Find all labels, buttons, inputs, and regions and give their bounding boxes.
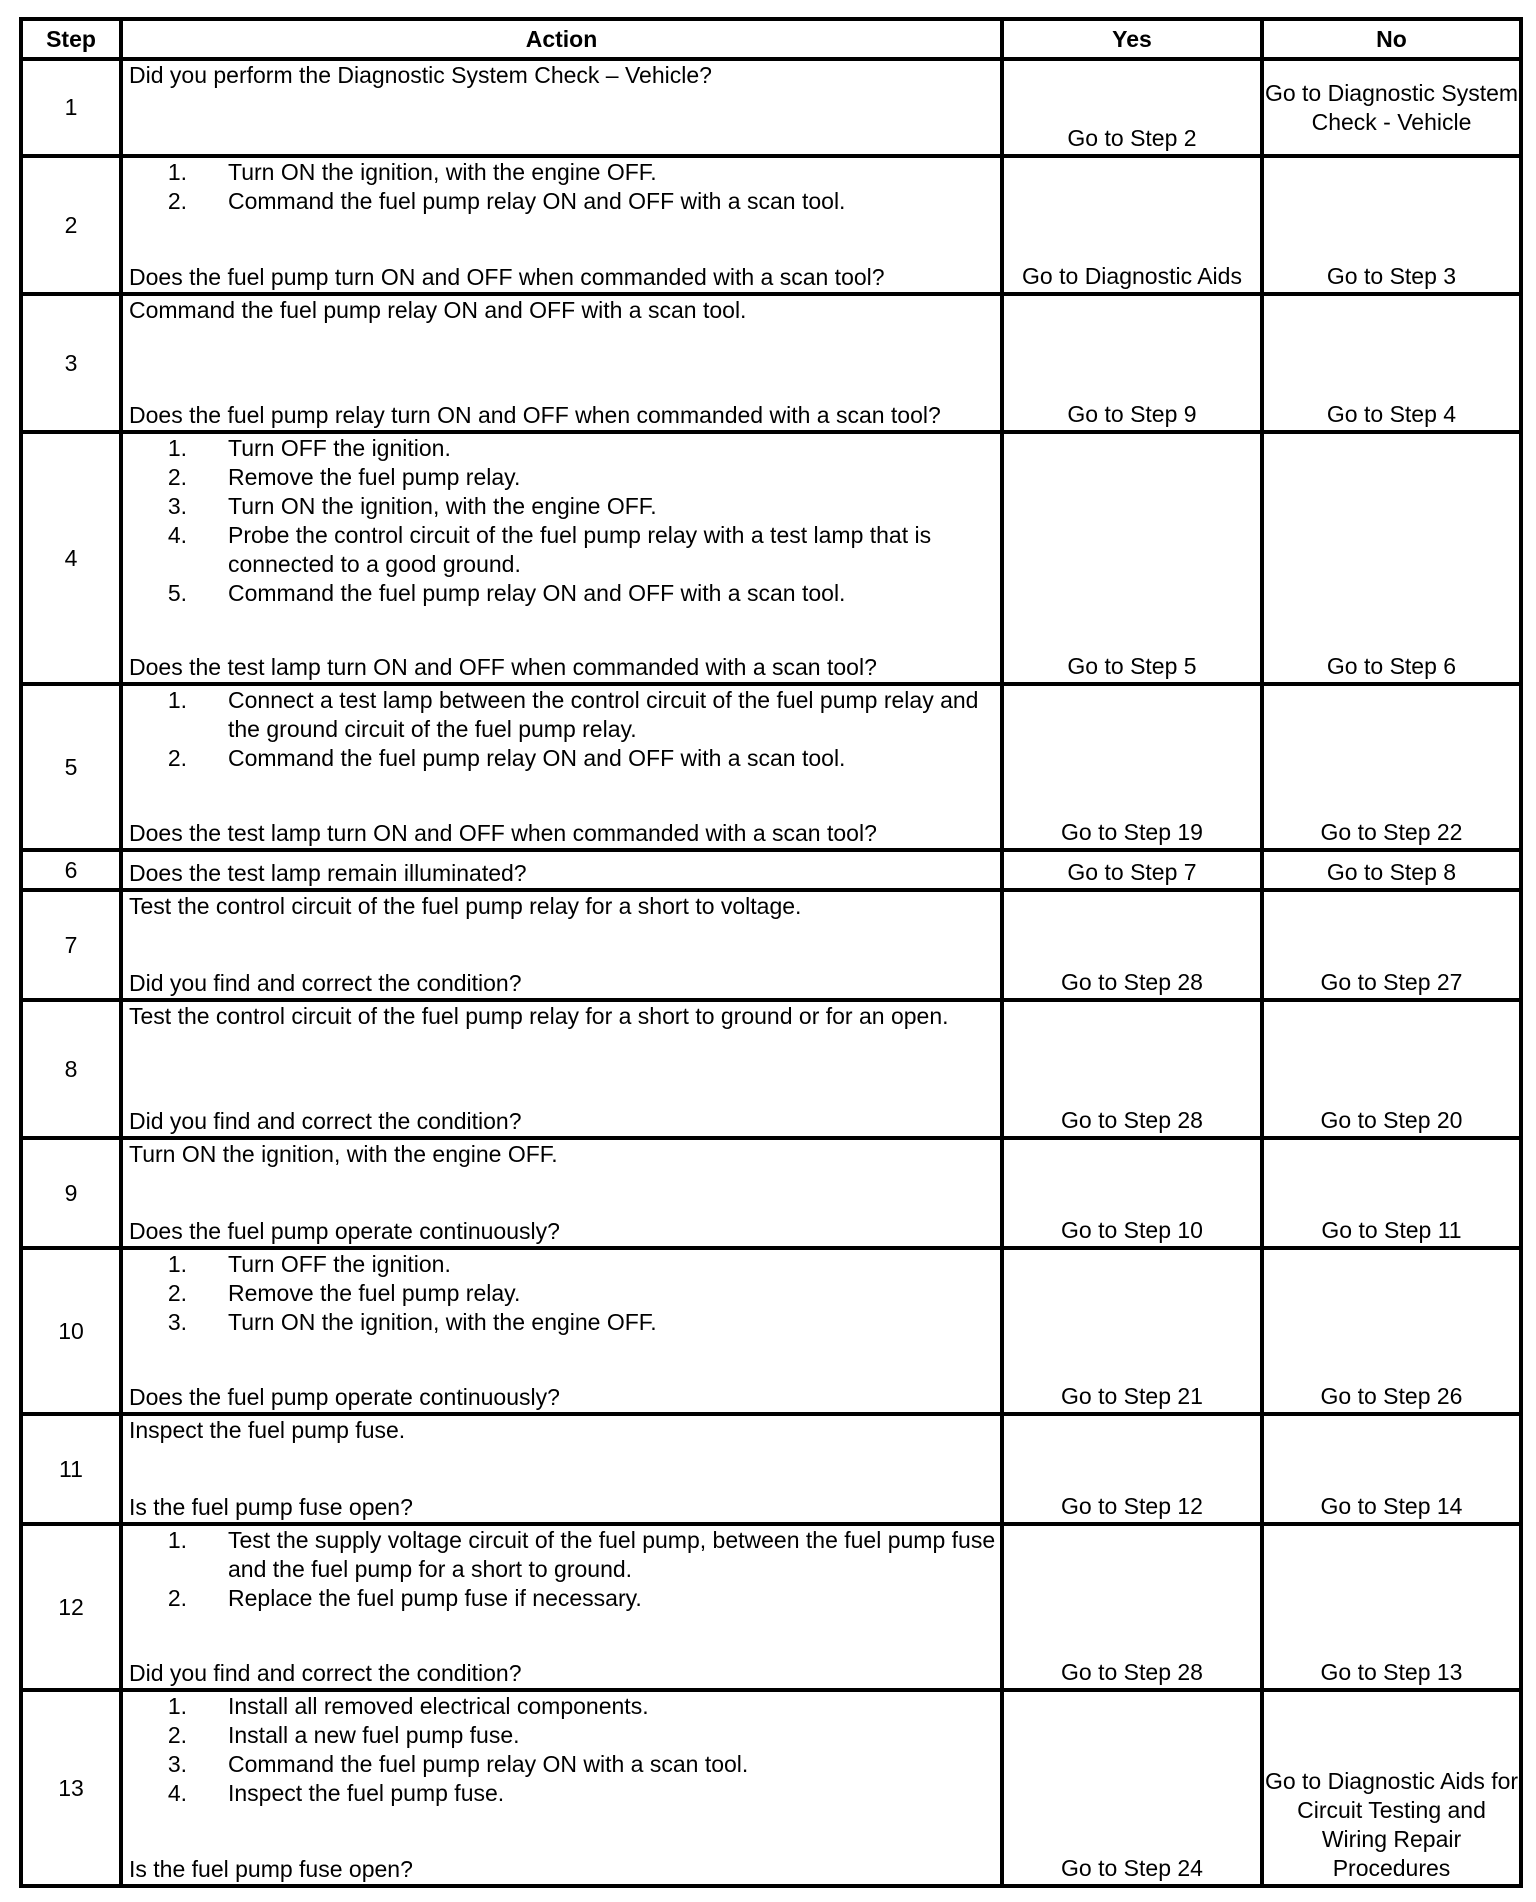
action-step-item	[129, 1721, 996, 1750]
table-row	[21, 890, 1521, 1000]
no-outcome: Go to Step 20	[1262, 1000, 1521, 1138]
action-step-number: 5.	[167, 580, 187, 606]
header-row	[21, 19, 1521, 59]
yes-outcome: Go to Step 28	[1002, 1524, 1262, 1690]
action-step-text: Remove the fuel pump relay.	[228, 1280, 521, 1306]
action-step-text: Install a new fuel pump fuse.	[228, 1722, 520, 1748]
action-question: Is the fuel pump fuse open?	[129, 1856, 413, 1882]
action-step-number: 1.	[167, 1693, 187, 1719]
action-step-item	[129, 1692, 996, 1721]
action-instruction: Turn ON the ignition, with the engine OFF.	[129, 1141, 558, 1167]
no-outcome: Go to Diagnostic Aids for Circuit Testing and Wiring Repair Procedures	[1262, 1690, 1521, 1886]
yes-outcome: Go to Step 2	[1002, 59, 1262, 156]
table-row	[21, 59, 1521, 156]
action-step-text: Remove the fuel pump relay.	[228, 464, 521, 490]
diagnostic-table	[19, 17, 1523, 1888]
table-row	[21, 1138, 1521, 1248]
action-step-text: Command the fuel pump relay ON with a scan tool.	[228, 1751, 749, 1777]
action-step-text: Connect a test lamp between the control circuit of the fuel pump relay and the ground circuit of the fuel pump relay.	[228, 687, 979, 742]
action-step-text: Command the fuel pump relay ON and OFF with a scan tool.	[228, 580, 846, 606]
action-step-number: 1.	[167, 159, 187, 185]
action-step-number: 2.	[167, 1280, 187, 1306]
header-yes: Yes	[1002, 19, 1262, 59]
no-outcome: Go to Step 11	[1262, 1138, 1521, 1248]
action-step-item	[129, 744, 996, 773]
action-step-item	[129, 1526, 996, 1584]
action-step-item	[129, 1308, 996, 1337]
yes-outcome: Go to Step 9	[1002, 294, 1262, 432]
action-question: Did you find and correct the condition?	[129, 1108, 522, 1134]
yes-outcome: Go to Step 7	[1002, 850, 1262, 890]
action-cell	[121, 1248, 1002, 1414]
step-number: 3	[21, 294, 121, 432]
action-cell	[121, 432, 1002, 684]
action-step-number: 3.	[167, 1309, 187, 1335]
step-number: 12	[21, 1524, 121, 1690]
no-outcome: Go to Step 27	[1262, 890, 1521, 1000]
action-step-list	[129, 1526, 996, 1613]
no-outcome: Go to Step 6	[1262, 432, 1521, 684]
step-number: 11	[21, 1414, 121, 1524]
table-row	[21, 156, 1521, 294]
action-step-number: 2.	[167, 1722, 187, 1748]
table-row	[21, 294, 1521, 432]
step-number: 1	[21, 59, 121, 156]
action-step-text: Command the fuel pump relay ON and OFF with a scan tool.	[228, 745, 846, 771]
action-step-number: 2.	[167, 464, 187, 490]
action-instruction: Test the control circuit of the fuel pump relay for a short to voltage.	[129, 893, 802, 919]
action-step-number: 2.	[167, 188, 187, 214]
action-cell	[121, 294, 1002, 432]
no-outcome: Go to Step 26	[1262, 1248, 1521, 1414]
action-step-number: 3.	[167, 1751, 187, 1777]
table-row	[21, 684, 1521, 850]
step-number: 13	[21, 1690, 121, 1886]
table-row	[21, 1248, 1521, 1414]
action-step-text: Command the fuel pump relay ON and OFF with a scan tool.	[228, 188, 846, 214]
no-outcome: Go to Step 8	[1262, 850, 1521, 890]
no-outcome: Go to Diagnostic System Check - Vehicle	[1262, 59, 1521, 156]
action-step-number: 2.	[167, 745, 187, 771]
action-step-item	[129, 492, 996, 521]
action-step-list	[129, 1250, 996, 1337]
step-number: 8	[21, 1000, 121, 1138]
table-row	[21, 432, 1521, 684]
action-step-text: Probe the control circuit of the fuel pump relay with a test lamp that is connected to a good ground.	[228, 522, 932, 577]
action-step-item	[129, 1779, 996, 1808]
action-question: Does the fuel pump operate continuously?	[129, 1384, 560, 1410]
yes-outcome: Go to Step 19	[1002, 684, 1262, 850]
action-step-number: 2.	[167, 1585, 187, 1611]
action-step-list	[129, 434, 996, 608]
action-step-item	[129, 434, 996, 463]
action-step-text: Turn ON the ignition, with the engine OFF.	[228, 159, 657, 185]
action-instruction: Command the fuel pump relay ON and OFF with a scan tool.	[129, 297, 747, 323]
action-question: Does the fuel pump turn ON and OFF when commanded with a scan tool?	[129, 264, 885, 290]
action-step-number: 4.	[167, 1780, 187, 1806]
action-step-list	[129, 1692, 996, 1808]
no-outcome: Go to Step 14	[1262, 1414, 1521, 1524]
action-step-text: Turn ON the ignition, with the engine OFF.	[228, 493, 657, 519]
action-step-item	[129, 1584, 996, 1613]
action-step-list	[129, 158, 996, 216]
action-step-text: Inspect the fuel pump fuse.	[228, 1780, 505, 1806]
no-outcome: Go to Step 13	[1262, 1524, 1521, 1690]
action-question: Does the test lamp turn ON and OFF when commanded with a scan tool?	[129, 654, 877, 680]
action-cell	[121, 1524, 1002, 1690]
no-outcome: Go to Step 4	[1262, 294, 1521, 432]
table-row	[21, 850, 1521, 890]
action-instruction: Inspect the fuel pump fuse.	[129, 1417, 406, 1443]
action-step-number: 1.	[167, 1251, 187, 1277]
action-question: Does the fuel pump relay turn ON and OFF when commanded with a scan tool?	[129, 402, 941, 428]
action-step-text: Install all removed electrical components.	[228, 1693, 649, 1719]
action-cell	[121, 890, 1002, 1000]
yes-outcome: Go to Step 12	[1002, 1414, 1262, 1524]
action-question: Did you find and correct the condition?	[129, 1660, 522, 1686]
action-step-number: 1.	[167, 1527, 187, 1553]
action-step-number: 4.	[167, 522, 187, 548]
step-number: 9	[21, 1138, 121, 1248]
action-instruction: Test the control circuit of the fuel pump relay for a short to ground or for an open.	[129, 1003, 949, 1029]
action-question: Does the fuel pump operate continuously?	[129, 1218, 560, 1244]
action-step-item	[129, 158, 996, 187]
action-step-text: Test the supply voltage circuit of the fuel pump, between the fuel pump fuse and the fuel pump for a short to ground.	[228, 1527, 996, 1582]
table-row	[21, 1690, 1521, 1886]
action-cell	[121, 156, 1002, 294]
action-step-item	[129, 1750, 996, 1779]
action-instruction: Did you perform the Diagnostic System Check – Vehicle?	[129, 62, 712, 88]
action-question: Is the fuel pump fuse open?	[129, 1494, 413, 1520]
action-step-item	[129, 187, 996, 216]
action-cell	[121, 850, 1002, 890]
yes-outcome: Go to Step 28	[1002, 890, 1262, 1000]
yes-outcome: Go to Step 21	[1002, 1248, 1262, 1414]
step-number: 5	[21, 684, 121, 850]
step-number: 6	[21, 850, 121, 890]
step-number: 2	[21, 156, 121, 294]
yes-outcome: Go to Step 24	[1002, 1690, 1262, 1886]
action-question: Does the test lamp turn ON and OFF when commanded with a scan tool?	[129, 820, 877, 846]
action-question: Does the test lamp remain illuminated?	[129, 860, 527, 886]
action-step-item	[129, 521, 996, 579]
yes-outcome: Go to Diagnostic Aids	[1002, 156, 1262, 294]
action-step-text: Turn OFF the ignition.	[228, 1251, 451, 1277]
action-step-number: 1.	[167, 435, 187, 461]
action-step-text: Turn OFF the ignition.	[228, 435, 451, 461]
step-number: 7	[21, 890, 121, 1000]
header-no: No	[1262, 19, 1521, 59]
header-action: Action	[121, 19, 1002, 59]
action-step-item	[129, 1250, 996, 1279]
action-step-text: Replace the fuel pump fuse if necessary.	[228, 1585, 642, 1611]
action-step-item	[129, 1279, 996, 1308]
action-cell	[121, 684, 1002, 850]
action-step-list	[129, 686, 996, 773]
action-cell	[121, 1414, 1002, 1524]
table-row	[21, 1000, 1521, 1138]
no-outcome: Go to Step 3	[1262, 156, 1521, 294]
action-step-item	[129, 686, 996, 744]
action-step-number: 1.	[167, 687, 187, 713]
header-step: Step	[21, 19, 121, 59]
no-outcome: Go to Step 22	[1262, 684, 1521, 850]
step-number: 4	[21, 432, 121, 684]
yes-outcome: Go to Step 10	[1002, 1138, 1262, 1248]
action-cell	[121, 1000, 1002, 1138]
yes-outcome: Go to Step 5	[1002, 432, 1262, 684]
action-step-number: 3.	[167, 493, 187, 519]
action-cell	[121, 1690, 1002, 1886]
table-row	[21, 1414, 1521, 1524]
action-question: Did you find and correct the condition?	[129, 970, 522, 996]
action-step-item	[129, 579, 996, 608]
step-number: 10	[21, 1248, 121, 1414]
yes-outcome: Go to Step 28	[1002, 1000, 1262, 1138]
action-cell	[121, 1138, 1002, 1248]
action-step-text: Turn ON the ignition, with the engine OFF.	[228, 1309, 657, 1335]
table-row	[21, 1524, 1521, 1690]
action-step-item	[129, 463, 996, 492]
action-cell	[121, 59, 1002, 156]
